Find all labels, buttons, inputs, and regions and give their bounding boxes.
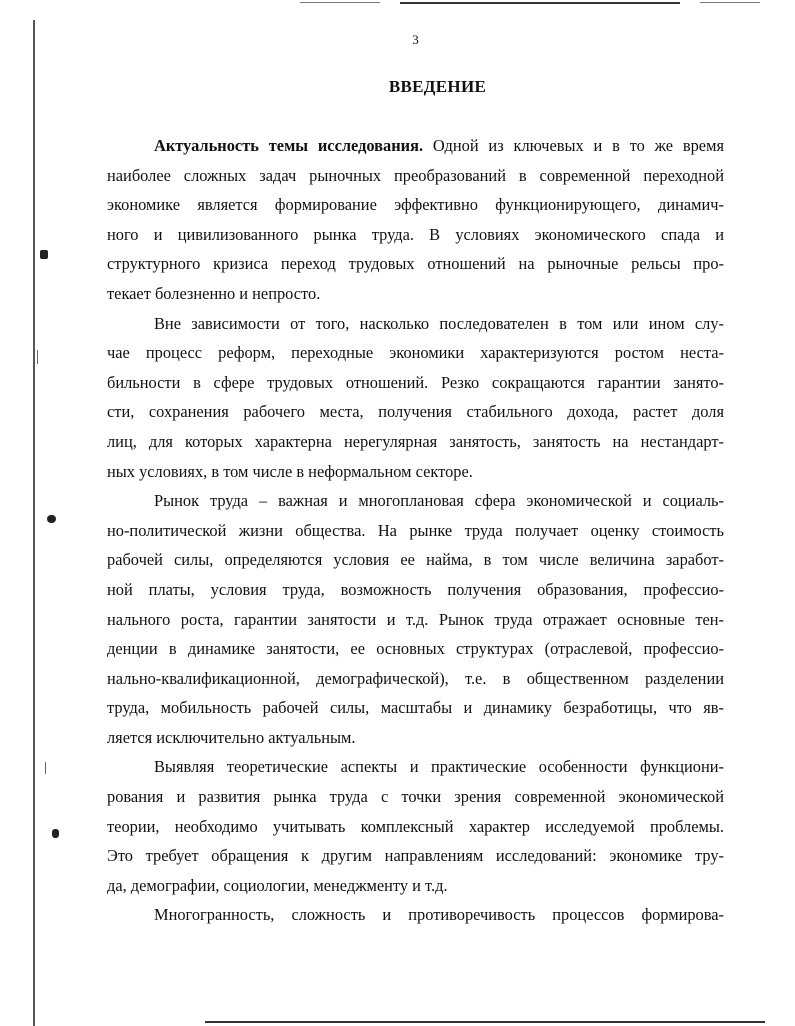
text-line: ных условиях, в том числе в неформальном секторе. (107, 461, 473, 481)
scan-tick-mark (45, 762, 46, 774)
paragraph-labor-market (107, 486, 724, 752)
text-line: сти, сохранения рабочего места, получения стабильного дохода, растет доля (107, 402, 724, 422)
text-line: бильности в сфере трудовых отношений. Резко сокращаются гарантии занято- (107, 372, 724, 392)
scan-left-border (33, 20, 35, 1026)
scan-tick-mark (37, 350, 38, 364)
text-line: Рынок труда – важная и многоплановая сфера экономической и социаль- (154, 491, 724, 511)
text-line: рабочей силы, определяются условия ее найма, в том числе величина заработ- (107, 550, 724, 570)
text-line: ного и цивилизованного рынка труда. В условиях экономического спада и (107, 224, 724, 244)
scan-line-bottom (205, 1021, 765, 1023)
paragraph-instability (107, 309, 724, 487)
lead-bold-phrase: Актуальность темы исследования. (154, 136, 424, 155)
text-line: Вне зависимости от того, насколько последователен в том или ином слу- (154, 313, 724, 333)
text-line: да, демографии, социологии, менеджменту и т.д. (107, 875, 448, 895)
paragraph-theory (107, 752, 724, 900)
text-line: наиболее сложных задач рыночных преобразований в современной переходной (107, 165, 724, 185)
paragraph-complexity (107, 900, 724, 930)
text-line: Многогранность, сложность и противоречивость процессов формирова- (154, 905, 724, 925)
text-line: структурного кризиса переход трудовых отношений на рыночные рельсы про- (107, 254, 724, 274)
scan-line-top (400, 2, 680, 4)
body-text (107, 131, 724, 930)
text-line: денции в динамике занятости, ее основных структурах (отраслевой, профессио- (107, 639, 724, 659)
text-line: чае процесс реформ, переходные экономики характеризуются ростом неста- (107, 343, 724, 363)
scan-line-top (700, 2, 760, 3)
paragraph-relevance (107, 131, 724, 309)
text-line: ной платы, условия труда, возможность получения образования, профессио- (107, 579, 724, 599)
text-line: ляется исключительно актуальным. (107, 727, 356, 747)
scan-line-top (300, 2, 380, 3)
text-line: Выявляя теоретические аспекты и практические особенности функциони- (154, 757, 724, 777)
binding-hole-mark (47, 515, 56, 523)
text-line: Актуальность темы исследования. Одной из ключевых и в то же время (154, 136, 724, 155)
binding-hole-mark (40, 250, 48, 259)
text-line: теории, необходимо учитывать комплексный характер исследуемой проблемы. (107, 816, 724, 836)
text-line: труда, мобильность рабочей силы, масштабы и динамику безработицы, что яв- (107, 698, 724, 718)
text-line: нального роста, гарантии занятости и т.д. Рынок труда отражает основные тен- (107, 609, 724, 629)
text-line: лиц, для которых характерна нерегулярная занятость, занятость на нестандарт- (107, 431, 724, 451)
text-line: экономике является формирование эффективно функционирующего, динамич- (107, 195, 724, 215)
page-number: 3 (412, 32, 419, 47)
binding-hole-mark (52, 829, 59, 838)
text-line: текает болезненно и непросто. (107, 283, 321, 303)
text-line: нально-квалификационной, демографической), т.е. в общественном разделении (107, 668, 724, 688)
page-heading: ВВЕДЕНИЕ (388, 77, 487, 96)
text-line: но-политической жизни общества. На рынке труда получает оценку стоимость (107, 520, 724, 540)
text-line: Это требует обращения к другим направлениям исследований: экономике тру- (107, 846, 724, 866)
text-line: рования и развития рынка труда с точки зрения современной экономической (107, 787, 724, 807)
